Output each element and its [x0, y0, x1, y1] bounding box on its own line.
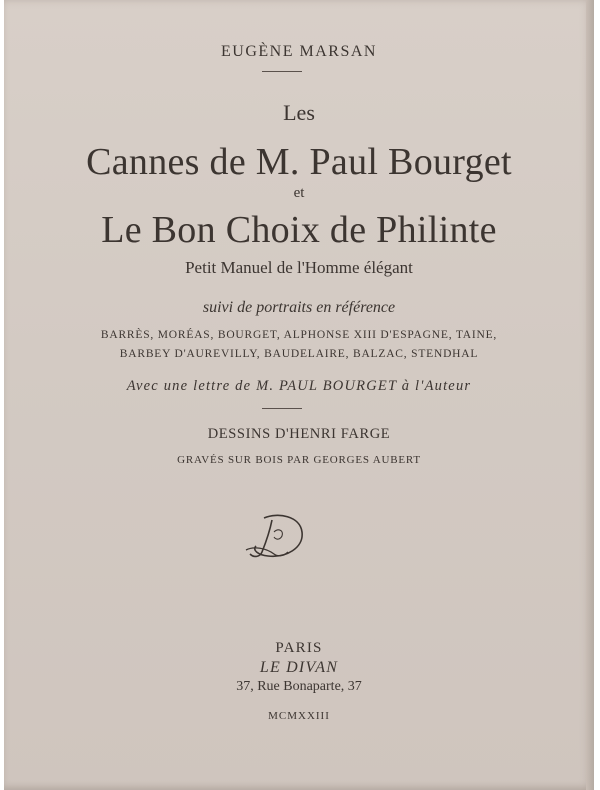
- letter-note: Avec une lettre de M. PAUL BOURGET à l'Auteur: [126, 378, 472, 394]
- title-et: et: [293, 185, 305, 201]
- portrait-names-line-2: BARBEY D'AUREVILLY, BAUDELAIRE, BALZAC, STENDHAL: [119, 348, 479, 360]
- title-line-1: Cannes de M. Paul Bourget: [86, 141, 512, 183]
- title-les: Les: [283, 100, 315, 125]
- publisher-monogram-icon: [244, 510, 310, 562]
- author-name: EUGÈNE MARSAN: [221, 43, 377, 60]
- portrait-names-line-1: BARRÈS, MORÉAS, BOURGET, ALPHONSE XIII D'ESPAGNE, TAINE,: [100, 329, 498, 341]
- portraits-intro: suivi de portraits en référence: [202, 299, 396, 316]
- subtitle: Petit Manuel de l'Homme élégant: [185, 258, 413, 277]
- title-line-2: Le Bon Choix de Philinte: [101, 209, 497, 251]
- publisher-name: LE DIVAN: [259, 659, 339, 676]
- drawings-credit: DESSINS D'HENRI FARGE: [207, 426, 391, 442]
- divider-middle: [262, 408, 302, 409]
- city: PARIS: [275, 640, 323, 656]
- divider-top: [262, 71, 302, 72]
- publisher-address: 37, Rue Bonaparte, 37: [236, 679, 362, 694]
- engraving-credit: GRAVÉS SUR BOIS PAR GEORGES AUBERT: [177, 454, 421, 466]
- publication-year: MCMXXIII: [268, 710, 330, 722]
- book-cover: [4, 0, 594, 790]
